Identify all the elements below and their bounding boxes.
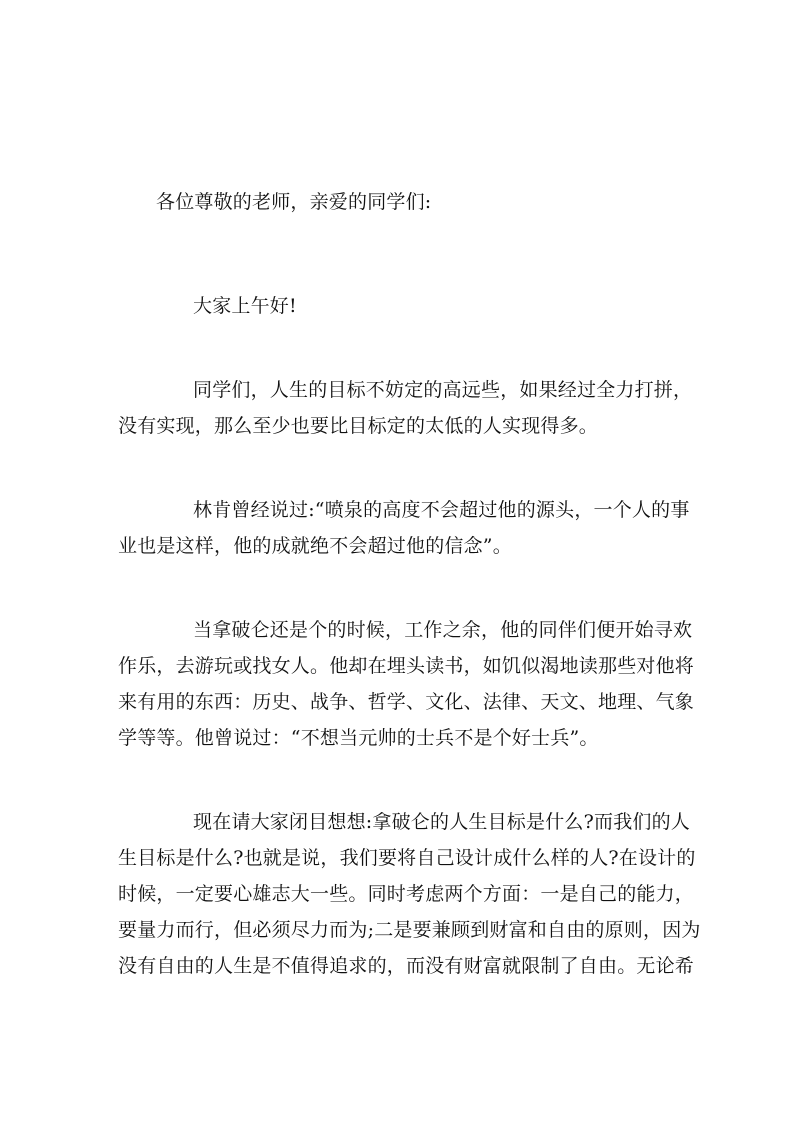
paragraph-goals (118, 372, 693, 444)
paragraph-line: 要量力而行，但必须尽力而为;二是要兼顾到财富和自由的原则，因为 (118, 919, 701, 941)
paragraph-line: 作乐，去游玩或找女人。他却在埋头读书，如饥似渴地读那些对他将 (118, 655, 695, 677)
salutation: 各位尊敬的老师，亲爱的同学们: (156, 191, 432, 213)
paragraph-line: 大家上午好! (193, 295, 297, 317)
paragraph-reflection (118, 804, 701, 984)
paragraph-line: 现在请大家闭目想想:拿破仑的人生目标是什么?而我们的人 (193, 811, 690, 833)
paragraph-line: 生目标是什么?也就是说，我们要将自己设计成什么样的人?在设计的 (118, 847, 696, 869)
paragraph-line: 时候，一定要心雄志大一些。同时考虑两个方面：一是自己的能力， (118, 883, 695, 905)
paragraph-line: 同学们，人生的目标不妨定的高远些，如果经过全力打拼， (193, 379, 693, 401)
paragraph-line: 业也是这样，他的成就绝不会超过他的信念”。 (118, 535, 512, 557)
paragraph-lincoln-quote (118, 492, 690, 564)
paragraph-line: 林肯曾经说过:“喷泉的高度不会超过他的源头，一个人的事 (193, 499, 690, 521)
paragraph-line: 学等等。他曾说过：“不想当元帅的士兵不是个好士兵”。 (118, 727, 599, 749)
paragraph-line: 没有实现，那么至少也要比目标定的太低的人实现得多。 (118, 415, 599, 437)
speech-body (118, 184, 701, 984)
paragraph-napoleon-story (118, 612, 695, 756)
paragraph-line: 来有用的东西：历史、战争、哲学、文化、法律、天文、地理、气象 (118, 691, 695, 713)
paragraph-line: 没有自由的人生是不值得追求的，而没有财富就限制了自由。无论希 (118, 955, 695, 977)
paragraph-line: 当拿破仑还是个的时候，工作之余，他的同伴们便开始寻欢 (193, 619, 693, 641)
paragraph-greeting (118, 288, 690, 324)
